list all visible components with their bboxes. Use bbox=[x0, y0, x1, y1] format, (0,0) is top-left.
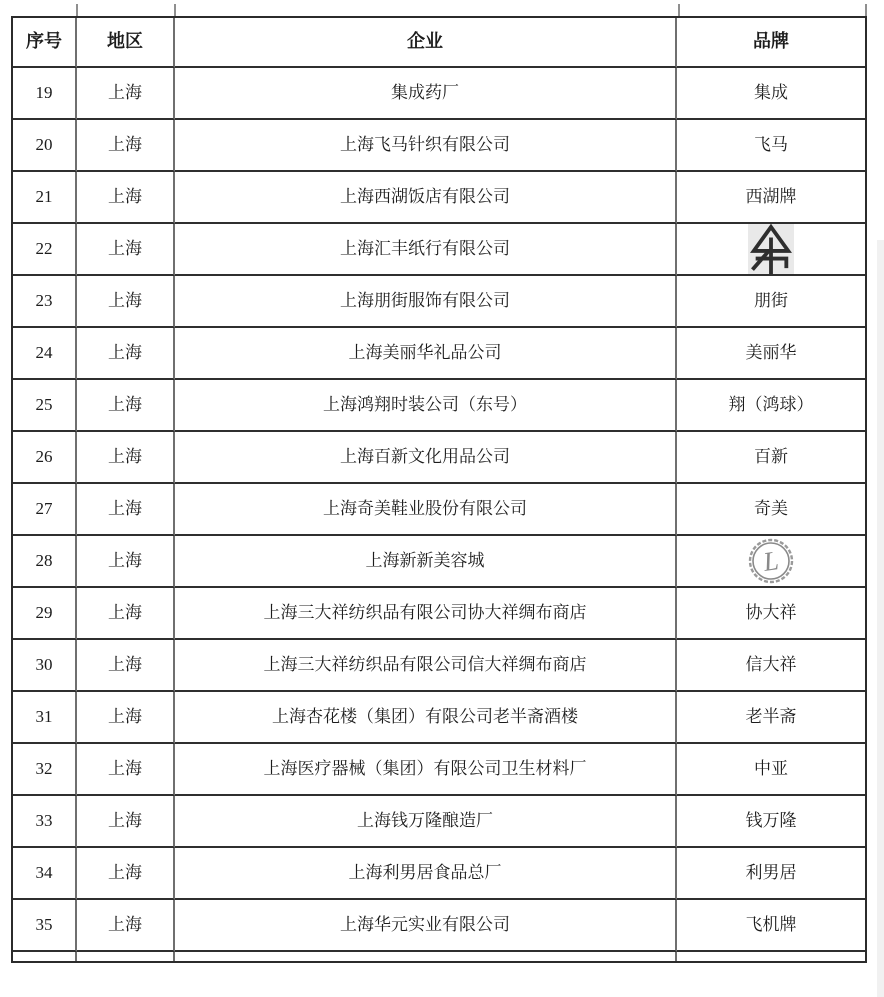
row-number-cell: 23 bbox=[13, 276, 77, 328]
svg-text:L: L bbox=[761, 545, 781, 577]
partial-cell bbox=[13, 952, 77, 961]
table-row bbox=[13, 848, 865, 900]
region-cell: 上海 bbox=[77, 848, 175, 900]
brand-cell: 百新 bbox=[677, 432, 865, 484]
brand-cell: 飞机牌 bbox=[677, 900, 865, 952]
row-number-cell: 35 bbox=[13, 900, 77, 952]
company-cell: 上海新新美容城 bbox=[175, 536, 677, 588]
column-header-region: 地区 bbox=[77, 18, 175, 68]
oval-script-seal-brand-logo bbox=[748, 538, 794, 584]
table-row bbox=[13, 172, 865, 224]
region-cell: 上海 bbox=[77, 224, 175, 276]
partial-cell bbox=[175, 952, 677, 961]
brand-cell bbox=[677, 224, 865, 276]
company-cell: 集成药厂 bbox=[175, 68, 677, 120]
table-row bbox=[13, 588, 865, 640]
company-cell: 上海美丽华礼品公司 bbox=[175, 328, 677, 380]
row-number-cell: 22 bbox=[13, 224, 77, 276]
table-row bbox=[13, 796, 865, 848]
region-cell: 上海 bbox=[77, 276, 175, 328]
company-cell: 上海华元实业有限公司 bbox=[175, 900, 677, 952]
row-number-cell: 33 bbox=[13, 796, 77, 848]
company-cell: 上海西湖饭店有限公司 bbox=[175, 172, 677, 224]
cut-row-border-sliver bbox=[174, 4, 176, 16]
brand-cell: 信大祥 bbox=[677, 640, 865, 692]
region-cell: 上海 bbox=[77, 796, 175, 848]
company-cell: 上海利男居食品总厂 bbox=[175, 848, 677, 900]
brand-cell: 钱万隆 bbox=[677, 796, 865, 848]
table-row bbox=[13, 276, 865, 328]
table-row bbox=[13, 432, 865, 484]
row-number-cell: 30 bbox=[13, 640, 77, 692]
company-cell: 上海奇美鞋业股份有限公司 bbox=[175, 484, 677, 536]
table-row bbox=[13, 120, 865, 172]
region-cell: 上海 bbox=[77, 640, 175, 692]
table-row bbox=[13, 640, 865, 692]
table-row bbox=[13, 536, 865, 588]
company-cell: 上海杏花楼（集团）有限公司老半斋酒楼 bbox=[175, 692, 677, 744]
company-cell: 上海汇丰纸行有限公司 bbox=[175, 224, 677, 276]
cut-row-border-sliver bbox=[865, 4, 867, 16]
table-row bbox=[13, 380, 865, 432]
region-cell: 上海 bbox=[77, 380, 175, 432]
brand-cell bbox=[677, 536, 865, 588]
table-row bbox=[13, 692, 865, 744]
region-cell: 上海 bbox=[77, 328, 175, 380]
region-cell: 上海 bbox=[77, 484, 175, 536]
table-partial-row bbox=[13, 952, 865, 961]
region-cell: 上海 bbox=[77, 172, 175, 224]
table-row bbox=[13, 68, 865, 120]
company-cell: 上海三大祥纺织品有限公司协大祥绸布商店 bbox=[175, 588, 677, 640]
brand-cell: 集成 bbox=[677, 68, 865, 120]
region-cell: 上海 bbox=[77, 744, 175, 796]
row-number-cell: 26 bbox=[13, 432, 77, 484]
region-cell: 上海 bbox=[77, 900, 175, 952]
table-row bbox=[13, 900, 865, 952]
row-number-cell: 25 bbox=[13, 380, 77, 432]
partial-cell bbox=[77, 952, 175, 961]
table-row bbox=[13, 484, 865, 536]
row-number-cell: 21 bbox=[13, 172, 77, 224]
row-number-cell: 34 bbox=[13, 848, 77, 900]
company-cell: 上海飞马针织有限公司 bbox=[175, 120, 677, 172]
company-cell: 上海钱万隆酿造厂 bbox=[175, 796, 677, 848]
region-cell: 上海 bbox=[77, 536, 175, 588]
region-cell: 上海 bbox=[77, 692, 175, 744]
region-cell: 上海 bbox=[77, 68, 175, 120]
page-edge-shadow bbox=[877, 240, 884, 997]
cut-row-border-sliver bbox=[678, 4, 680, 16]
column-header-brand: 品牌 bbox=[677, 18, 865, 68]
cut-row-border-sliver bbox=[76, 4, 78, 16]
row-number-cell: 28 bbox=[13, 536, 77, 588]
region-cell: 上海 bbox=[77, 120, 175, 172]
brand-cell: 美丽华 bbox=[677, 328, 865, 380]
partial-cell bbox=[677, 952, 865, 961]
triangle-tree-brand-logo bbox=[748, 224, 794, 274]
brand-cell: 利男居 bbox=[677, 848, 865, 900]
table-header-row bbox=[13, 18, 865, 68]
brands-table bbox=[11, 16, 867, 963]
brand-cell: 西湖牌 bbox=[677, 172, 865, 224]
column-header-enterprise: 企业 bbox=[175, 18, 677, 68]
company-cell: 上海鸿翔时装公司（东号） bbox=[175, 380, 677, 432]
row-number-cell: 31 bbox=[13, 692, 77, 744]
company-cell: 上海医疗器械（集团）有限公司卫生材料厂 bbox=[175, 744, 677, 796]
brand-cell: 中亚 bbox=[677, 744, 865, 796]
row-number-cell: 24 bbox=[13, 328, 77, 380]
region-cell: 上海 bbox=[77, 432, 175, 484]
brand-cell: 飞马 bbox=[677, 120, 865, 172]
table-body bbox=[13, 68, 865, 952]
row-number-cell: 27 bbox=[13, 484, 77, 536]
row-number-cell: 19 bbox=[13, 68, 77, 120]
brand-cell: 老半斋 bbox=[677, 692, 865, 744]
brand-cell: 翔（鸿球） bbox=[677, 380, 865, 432]
company-cell: 上海三大祥纺织品有限公司信大祥绸布商店 bbox=[175, 640, 677, 692]
table-row bbox=[13, 224, 865, 276]
brand-cell: 协大祥 bbox=[677, 588, 865, 640]
table-row bbox=[13, 744, 865, 796]
row-number-cell: 20 bbox=[13, 120, 77, 172]
row-number-cell: 32 bbox=[13, 744, 77, 796]
table-row bbox=[13, 328, 865, 380]
company-cell: 上海百新文化用品公司 bbox=[175, 432, 677, 484]
brand-cell: 奇美 bbox=[677, 484, 865, 536]
row-number-cell: 29 bbox=[13, 588, 77, 640]
region-cell: 上海 bbox=[77, 588, 175, 640]
brand-cell: 朋街 bbox=[677, 276, 865, 328]
company-cell: 上海朋街服饰有限公司 bbox=[175, 276, 677, 328]
column-header-number: 序号 bbox=[13, 18, 77, 68]
